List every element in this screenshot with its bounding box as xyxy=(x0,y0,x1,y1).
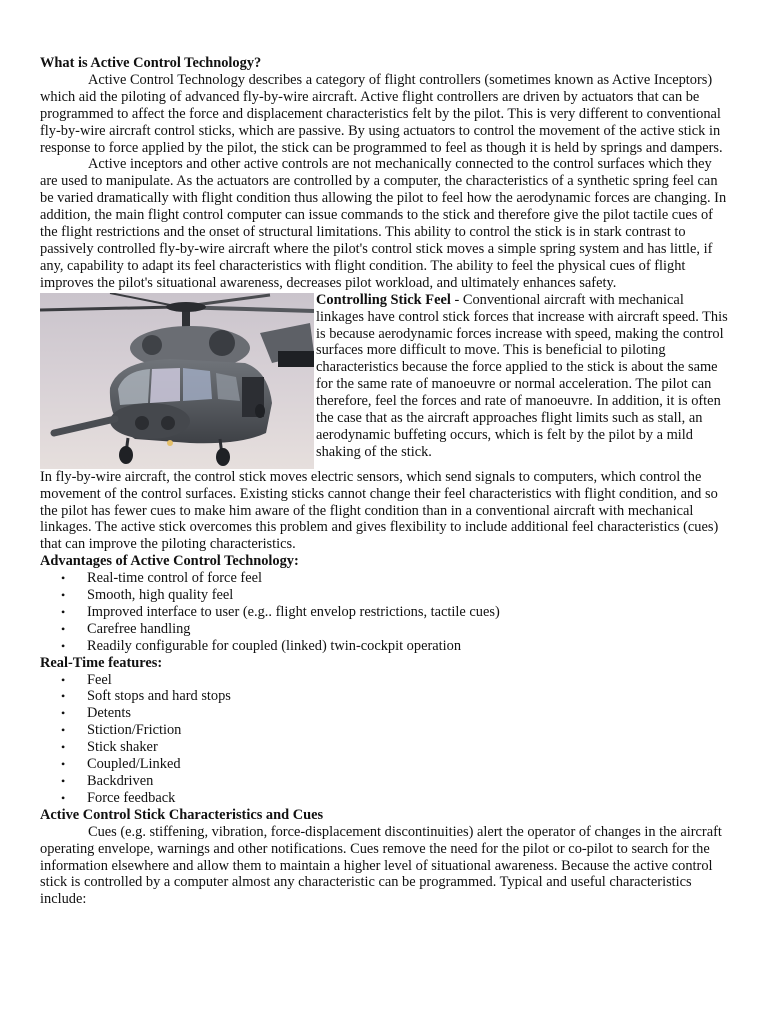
stick-feel-heading: Controlling Stick Feel xyxy=(316,291,451,308)
list-item: • Stick shaker xyxy=(87,739,730,756)
heading-realtime-features: Real-Time features: xyxy=(40,654,163,671)
list-item: • Smooth, high quality feel xyxy=(87,587,730,604)
list-item: • Coupled/Linked xyxy=(87,756,730,773)
helicopter-image xyxy=(40,293,314,469)
list-item: • Carefree handling xyxy=(87,621,730,638)
stick-feel-text: Conventional aircraft with mechanical linkages have control stick forces that increase with aircraft speed. This is because aerodynamic forces increase with speed, making the control surfaces more difficult to move. This is beneficial to piloting characteristics because the force applied to the stick is about the same for the same rate of manoeuvre or normal acceleration. The pilot can therefore, feel the forces and rate of manoeuvre. In addition, it is often the case that as the aircraft approaches flight limits such as stall, an aerodynamic buffeting occurs, which is felt by the pilot by a mild shaking of the stick. xyxy=(316,291,728,460)
helicopter-illustration xyxy=(40,293,314,469)
inceptors-paragraph: Active inceptors and other active controls are not mechanically connected to the control surfaces which they are used to manipulate. As the actuators are controlled by a computer, the characteristics of a synthetic spring feel can be varied dramatically with flight condition thus allowing the pilot to feel how the aerodynamic forces are changing. In addition, the main flight control computer can issue commands to the stick and therefore give the pilot tactile cues of the flight restrictions and the onset of structural limitations. This ability to control the stick is in stark contrast to passively controlled fly-by-wire aircraft where the pilot's control stick moves a simple spring system and has little, if any, capability to adapt its feel characteristics with flight condition. The ability to feel the physical cues of flight improves the pilot's situational awareness, decreases pilot workload, and ultimately enhances safety. xyxy=(40,156,727,291)
realtime-features-list xyxy=(40,672,730,807)
list-item: • Soft stops and hard stops xyxy=(87,688,730,705)
intro-paragraph: Active Control Technology describes a category of flight controllers (sometimes known as Active Inceptors) which aid the piloting of advanced fly-by-wire aircraft. Active flight controllers are driven by actuators that can be programmed to affect the force and displacement characteristics felt by the pilot. This is very different to conventional fly-by-wire aircraft control sticks, which are passive. By using actuators to control the movement of the active stick in response to force applied by the pilot, the stick can be programmed to feel as though it is held by springs and dampers. xyxy=(40,71,723,156)
list-item: • Stiction/Friction xyxy=(87,722,730,739)
cues-paragraph: Cues (e.g. stiffening, vibration, force-displacement discontinuities) alert the operator of changes in the aircraft operating envelope, warnings and other notifications. Cues remove the need for the pilot or co-pilot to search for the information elsewhere and allow them to maintain a higher level of situational awareness. Because the active control stick is controlled by a computer almost any characteristic can be programmed. Typical and useful characteristics include: xyxy=(40,823,722,908)
heading-advantages: Advantages of Active Control Technology: xyxy=(40,553,299,570)
advantages-list xyxy=(40,570,730,655)
fbw-paragraph: In fly-by-wire aircraft, the control stick moves electric sensors, which send signals to computers, which control the movement of the control surfaces. Existing sticks cannot change their feel characteristics with flight condition, and so the pilot has fewer cues to make him aware of the flight condition than in a conventional aircraft with mechanical linkages. The active stick overcomes this problem and gives flexibility to include additional feel characteristics (cues) that can improve the piloting characteristics. xyxy=(40,468,719,553)
stick-feel-section xyxy=(40,292,730,469)
list-item: • Backdriven xyxy=(87,773,730,790)
list-item: • Real-time control of force feel xyxy=(87,570,730,587)
list-item: • Feel xyxy=(87,672,730,689)
heading-what-is-act: What is Active Control Technology? xyxy=(40,55,262,71)
list-item: • Force feedback xyxy=(87,790,730,807)
heading-characteristics-cues: Active Control Stick Characteristics and Cues xyxy=(40,806,324,823)
list-item: • Improved interface to user (e.g.. flight envelop restrictions, tactile cues) xyxy=(87,604,730,621)
list-item: • Detents xyxy=(87,705,730,722)
list-item: • Readily configurable for coupled (linked) twin-cockpit operation xyxy=(87,638,730,655)
document-page xyxy=(40,55,730,908)
stick-feel-separator: - xyxy=(450,291,463,308)
